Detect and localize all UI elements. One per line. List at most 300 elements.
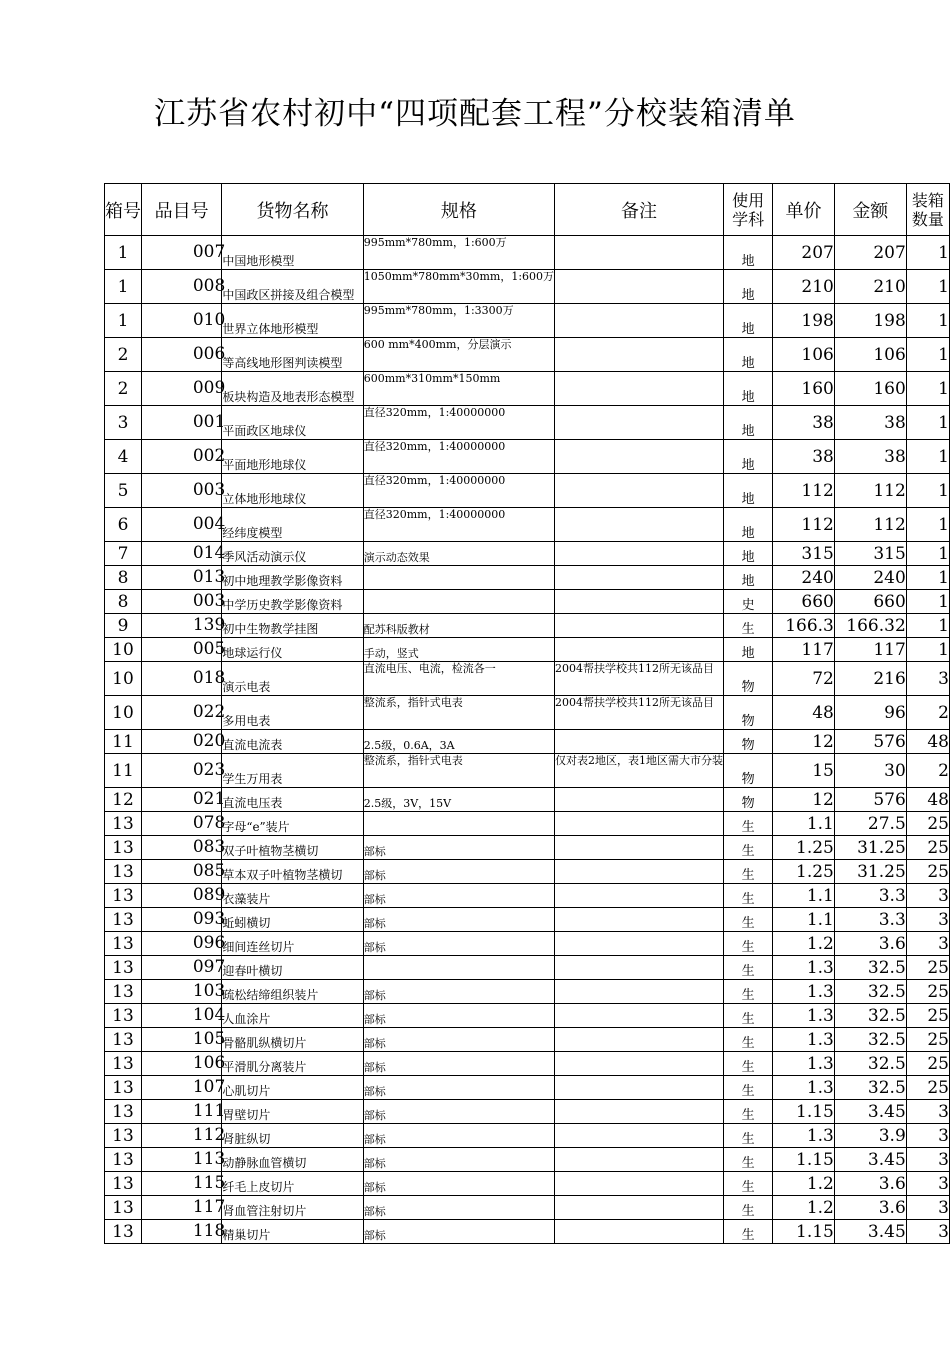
item-remark	[555, 406, 724, 440]
item-subject: 生	[724, 1028, 773, 1052]
amount: 32.5	[834, 980, 906, 1004]
header-item-no: 品目号	[142, 184, 222, 236]
unit-price: 1.25	[773, 860, 835, 884]
item-number: 013	[192, 566, 226, 587]
item-remark	[555, 1076, 724, 1100]
item-subject: 地	[724, 542, 773, 566]
item-remark	[555, 270, 724, 304]
table-row	[105, 754, 950, 788]
amount: 166.32	[834, 614, 906, 638]
item-number: 105	[192, 1028, 226, 1049]
table-row	[105, 730, 950, 754]
quantity: 25	[906, 1028, 949, 1052]
item-subject: 物	[724, 696, 773, 730]
quantity: 1	[906, 304, 949, 338]
item-number: 083	[192, 836, 226, 857]
item-remark	[555, 1124, 724, 1148]
box-number: 3	[105, 406, 142, 440]
table-row	[105, 812, 950, 836]
box-number: 9	[105, 614, 142, 638]
quantity: 3	[906, 1100, 949, 1124]
box-number: 11	[105, 730, 142, 754]
item-spec: 配苏科版教材	[363, 614, 554, 638]
unit-price: 315	[773, 542, 835, 566]
table-row	[105, 1052, 950, 1076]
item-name: 衣藻装片	[222, 884, 363, 908]
box-number: 12	[105, 788, 142, 812]
table-body	[105, 236, 950, 1244]
amount: 117	[834, 638, 906, 662]
box-number: 4	[105, 440, 142, 474]
amount: 31.25	[834, 836, 906, 860]
item-subject: 生	[724, 1052, 773, 1076]
item-number-cell	[142, 754, 226, 788]
item-name: 草本双子叶植物茎横切	[222, 860, 363, 884]
quantity: 25	[906, 812, 949, 836]
item-spec	[363, 956, 554, 980]
amount: 3.45	[834, 1220, 906, 1244]
unit-price: 1.15	[773, 1220, 835, 1244]
item-subject: 生	[724, 836, 773, 860]
table-row	[105, 614, 950, 638]
item-number-cell	[142, 1148, 226, 1172]
amount: 3.45	[834, 1148, 906, 1172]
item-name: 中学历史教学影像资料	[222, 590, 363, 614]
table-row	[105, 440, 950, 474]
box-number: 13	[105, 1004, 142, 1028]
item-subject: 生	[724, 614, 773, 638]
box-number: 13	[105, 1148, 142, 1172]
item-remark	[555, 860, 724, 884]
page-title: 江苏省农村初中“四项配套工程”分校装箱清单	[154, 96, 796, 132]
unit-price: 72	[773, 662, 835, 696]
item-subject: 地	[724, 474, 773, 508]
item-name: 地球运行仪	[222, 638, 363, 662]
item-subject: 生	[724, 1076, 773, 1100]
unit-price: 1.3	[773, 1004, 835, 1028]
amount: 660	[834, 590, 906, 614]
item-spec: 部标	[363, 1196, 554, 1220]
item-number: 115	[192, 1172, 226, 1193]
unit-price: 1.3	[773, 1052, 835, 1076]
item-number-cell	[142, 980, 226, 1004]
item-remark	[555, 304, 724, 338]
item-number-cell	[142, 638, 226, 662]
item-remark	[555, 980, 724, 1004]
item-spec: 部标	[363, 1148, 554, 1172]
box-number: 13	[105, 980, 142, 1004]
item-name: 纤毛上皮切片	[222, 1172, 363, 1196]
unit-price: 38	[773, 440, 835, 474]
unit-price: 1.25	[773, 836, 835, 860]
item-spec	[363, 566, 554, 590]
item-name: 演示电表	[222, 662, 363, 696]
item-name: 迎春叶横切	[222, 956, 363, 980]
item-number: 096	[192, 932, 226, 953]
item-number-cell	[142, 1052, 226, 1076]
quantity: 25	[906, 1052, 949, 1076]
unit-price: 166.3	[773, 614, 835, 638]
table-row	[105, 908, 950, 932]
quantity: 48	[906, 730, 949, 754]
quantity: 1	[906, 406, 949, 440]
header-spec: 规格	[363, 184, 554, 236]
item-spec: 部标	[363, 884, 554, 908]
header-unit-price: 单价	[773, 184, 835, 236]
table-row	[105, 1028, 950, 1052]
amount: 3.6	[834, 1172, 906, 1196]
item-spec: 整流系，指针式电表	[363, 696, 554, 730]
amount: 112	[834, 508, 906, 542]
unit-price: 207	[773, 236, 835, 270]
item-spec: 部标	[363, 932, 554, 956]
header-qty	[906, 184, 949, 236]
amount: 32.5	[834, 956, 906, 980]
unit-price: 106	[773, 338, 835, 372]
quantity: 3	[906, 1172, 949, 1196]
item-subject: 物	[724, 788, 773, 812]
quantity: 1	[906, 236, 949, 270]
item-remark	[555, 474, 724, 508]
item-name: 中国政区拼接及组合模型	[222, 270, 363, 304]
item-subject: 物	[724, 662, 773, 696]
item-spec: 手动，竖式	[363, 638, 554, 662]
box-number: 13	[105, 812, 142, 836]
item-name: 学生万用表	[222, 754, 363, 788]
item-subject: 生	[724, 1220, 773, 1244]
item-subject: 生	[724, 956, 773, 980]
item-subject: 生	[724, 908, 773, 932]
amount: 32.5	[834, 1028, 906, 1052]
header-amount: 金额	[834, 184, 906, 236]
quantity: 3	[906, 1220, 949, 1244]
unit-price: 1.15	[773, 1148, 835, 1172]
item-number-cell	[142, 614, 226, 638]
item-remark	[555, 1172, 724, 1196]
item-spec: 2.5级，0.6A，3A	[363, 730, 554, 754]
item-spec: 部标	[363, 1172, 554, 1196]
unit-price: 1.1	[773, 908, 835, 932]
unit-price: 1.2	[773, 1172, 835, 1196]
unit-price: 1.1	[773, 812, 835, 836]
item-name: 初中生物教学挂图	[222, 614, 363, 638]
unit-price: 38	[773, 406, 835, 440]
unit-price: 1.3	[773, 1028, 835, 1052]
quantity: 25	[906, 1004, 949, 1028]
item-number: 103	[192, 980, 226, 1001]
table-row	[105, 590, 950, 614]
quantity: 3	[906, 908, 949, 932]
item-spec: 995mm*780mm，1:600万	[363, 236, 554, 270]
item-number-cell	[142, 542, 226, 566]
item-remark	[555, 956, 724, 980]
item-subject: 地	[724, 338, 773, 372]
item-spec: 直径320mm，1:40000000	[363, 440, 554, 474]
item-remark	[555, 1004, 724, 1028]
item-name: 蚯蚓横切	[222, 908, 363, 932]
unit-price: 112	[773, 474, 835, 508]
item-subject: 史	[724, 590, 773, 614]
item-remark	[555, 566, 724, 590]
item-number: 139	[192, 614, 226, 635]
header-qty-line2: 数量	[911, 209, 944, 229]
item-number-cell	[142, 1196, 226, 1220]
box-number: 13	[105, 1220, 142, 1244]
table-row	[105, 1148, 950, 1172]
item-spec: 部标	[363, 908, 554, 932]
table-row	[105, 338, 950, 372]
unit-price: 1.3	[773, 1124, 835, 1148]
item-number: 014	[192, 542, 226, 563]
table-row	[105, 1172, 950, 1196]
amount: 3.3	[834, 884, 906, 908]
unit-price: 660	[773, 590, 835, 614]
item-spec: 部标	[363, 980, 554, 1004]
item-subject: 生	[724, 860, 773, 884]
item-spec: 2.5级，3V，15V	[363, 788, 554, 812]
unit-price: 1.15	[773, 1100, 835, 1124]
table-row	[105, 662, 950, 696]
table-row	[105, 566, 950, 590]
table-row	[105, 836, 950, 860]
table-row	[105, 474, 950, 508]
item-name: 板块构造及地表形态模型	[222, 372, 363, 406]
unit-price: 198	[773, 304, 835, 338]
quantity: 1	[906, 372, 949, 406]
item-number-cell	[142, 440, 226, 474]
header-subject	[724, 184, 773, 236]
item-spec	[363, 590, 554, 614]
item-subject: 生	[724, 980, 773, 1004]
table-row	[105, 638, 950, 662]
item-number-cell	[142, 236, 226, 270]
item-number: 008	[192, 275, 226, 296]
item-name: 疏松结缔组织装片	[222, 980, 363, 1004]
quantity: 3	[906, 932, 949, 956]
item-subject: 生	[724, 1196, 773, 1220]
quantity: 25	[906, 860, 949, 884]
quantity: 1	[906, 508, 949, 542]
box-number: 13	[105, 1100, 142, 1124]
item-subject: 物	[724, 730, 773, 754]
item-number-cell	[142, 836, 226, 860]
item-remark	[555, 788, 724, 812]
item-number: 089	[192, 884, 226, 905]
item-number-cell	[142, 956, 226, 980]
item-name: 心肌切片	[222, 1076, 363, 1100]
table-row	[105, 304, 950, 338]
box-number: 10	[105, 696, 142, 730]
item-subject: 生	[724, 812, 773, 836]
item-name: 直流电流表	[222, 730, 363, 754]
box-number: 6	[105, 508, 142, 542]
quantity: 3	[906, 884, 949, 908]
item-number-cell	[142, 1076, 226, 1100]
box-number: 1	[105, 236, 142, 270]
item-number: 104	[192, 1004, 226, 1025]
item-number: 093	[192, 908, 226, 929]
box-number: 13	[105, 1196, 142, 1220]
item-number-cell	[142, 812, 226, 836]
unit-price: 1.3	[773, 956, 835, 980]
box-number: 13	[105, 1028, 142, 1052]
item-subject: 地	[724, 270, 773, 304]
quantity: 1	[906, 338, 949, 372]
box-number: 10	[105, 662, 142, 696]
item-number-cell	[142, 1028, 226, 1052]
header-name: 货物名称	[222, 184, 363, 236]
item-spec: 部标	[363, 1052, 554, 1076]
item-name: 立体地形地球仪	[222, 474, 363, 508]
item-number-cell	[142, 860, 226, 884]
item-number-cell	[142, 474, 226, 508]
item-number: 021	[192, 788, 226, 809]
item-remark	[555, 236, 724, 270]
item-spec: 1050mm*780mm*30mm，1:600万	[363, 270, 554, 304]
item-number-cell	[142, 1220, 226, 1244]
table-row	[105, 788, 950, 812]
box-number: 2	[105, 338, 142, 372]
item-name: 等高线地形图判读模型	[222, 338, 363, 372]
unit-price: 1.2	[773, 932, 835, 956]
amount: 216	[834, 662, 906, 696]
header-remark: 备注	[555, 184, 724, 236]
amount: 96	[834, 696, 906, 730]
box-number: 13	[105, 1172, 142, 1196]
item-number: 009	[192, 377, 226, 398]
item-remark	[555, 836, 724, 860]
item-number-cell	[142, 270, 226, 304]
item-subject: 地	[724, 236, 773, 270]
quantity: 25	[906, 956, 949, 980]
table-row	[105, 956, 950, 980]
item-spec: 直径320mm，1:40000000	[363, 508, 554, 542]
item-number: 106	[192, 1052, 226, 1073]
table-row	[105, 236, 950, 270]
table-row	[105, 884, 950, 908]
table-row	[105, 1124, 950, 1148]
item-remark	[555, 932, 724, 956]
item-name: 双子叶植物茎横切	[222, 836, 363, 860]
item-name: 中国地形模型	[222, 236, 363, 270]
table-row	[105, 508, 950, 542]
table-row	[105, 1004, 950, 1028]
item-number-cell	[142, 908, 226, 932]
item-remark	[555, 440, 724, 474]
item-name: 肾血管注射切片	[222, 1196, 363, 1220]
table-row	[105, 980, 950, 1004]
item-subject: 地	[724, 638, 773, 662]
item-number: 118	[192, 1220, 226, 1241]
item-remark	[555, 1052, 724, 1076]
amount: 576	[834, 730, 906, 754]
item-subject: 生	[724, 932, 773, 956]
box-number: 8	[105, 566, 142, 590]
item-number-cell	[142, 406, 226, 440]
quantity: 3	[906, 1196, 949, 1220]
unit-price: 117	[773, 638, 835, 662]
quantity: 48	[906, 788, 949, 812]
item-name: 动静脉血管横切	[222, 1148, 363, 1172]
item-remark	[555, 908, 724, 932]
item-spec: 直径320mm，1:40000000	[363, 474, 554, 508]
item-name: 多用电表	[222, 696, 363, 730]
item-spec	[363, 812, 554, 836]
amount: 38	[834, 406, 906, 440]
item-spec: 整流系，指针式电表	[363, 754, 554, 788]
unit-price: 15	[773, 754, 835, 788]
amount: 198	[834, 304, 906, 338]
table-row	[105, 860, 950, 884]
quantity: 2	[906, 696, 949, 730]
quantity: 2	[906, 754, 949, 788]
amount: 27.5	[834, 812, 906, 836]
item-name: 胃壁切片	[222, 1100, 363, 1124]
item-remark	[555, 1028, 724, 1052]
box-number: 10	[105, 638, 142, 662]
item-number-cell	[142, 932, 226, 956]
header-subject-line1: 使用	[732, 190, 765, 210]
item-number: 117	[192, 1196, 226, 1217]
box-number: 13	[105, 884, 142, 908]
table-row	[105, 932, 950, 956]
table-row	[105, 1076, 950, 1100]
item-number: 085	[192, 860, 226, 881]
amount: 576	[834, 788, 906, 812]
amount: 3.6	[834, 932, 906, 956]
item-name: 平面地形地球仪	[222, 440, 363, 474]
item-remark	[555, 884, 724, 908]
item-remark: 仅对表2地区，表1地区需大市分装	[555, 754, 724, 788]
table-row	[105, 696, 950, 730]
item-remark: 2004帮扶学校共112所无该品目	[555, 696, 724, 730]
amount: 38	[834, 440, 906, 474]
unit-price: 1.3	[773, 1076, 835, 1100]
unit-price: 1.3	[773, 980, 835, 1004]
amount: 207	[834, 236, 906, 270]
quantity: 1	[906, 270, 949, 304]
item-name: 直流电压表	[222, 788, 363, 812]
box-number: 13	[105, 932, 142, 956]
item-number-cell	[142, 590, 226, 614]
unit-price: 112	[773, 508, 835, 542]
item-subject: 地	[724, 566, 773, 590]
item-remark	[555, 508, 724, 542]
box-number: 13	[105, 956, 142, 980]
item-number-cell	[142, 1100, 226, 1124]
item-name: 季风活动演示仪	[222, 542, 363, 566]
unit-price: 1.2	[773, 1196, 835, 1220]
item-number-cell	[142, 508, 226, 542]
item-spec: 部标	[363, 1124, 554, 1148]
quantity: 1	[906, 440, 949, 474]
item-number: 112	[192, 1124, 226, 1145]
item-spec: 995mm*780mm，1:3300万	[363, 304, 554, 338]
amount: 32.5	[834, 1076, 906, 1100]
amount: 3.6	[834, 1196, 906, 1220]
item-name: 字母“e”装片	[222, 812, 363, 836]
table-row	[105, 1100, 950, 1124]
item-name: 细间连丝切片	[222, 932, 363, 956]
unit-price: 240	[773, 566, 835, 590]
table-row	[105, 406, 950, 440]
item-number-cell	[142, 662, 226, 696]
unit-price: 12	[773, 730, 835, 754]
item-spec: 部标	[363, 860, 554, 884]
item-number: 018	[192, 667, 226, 688]
amount: 30	[834, 754, 906, 788]
item-remark	[555, 338, 724, 372]
